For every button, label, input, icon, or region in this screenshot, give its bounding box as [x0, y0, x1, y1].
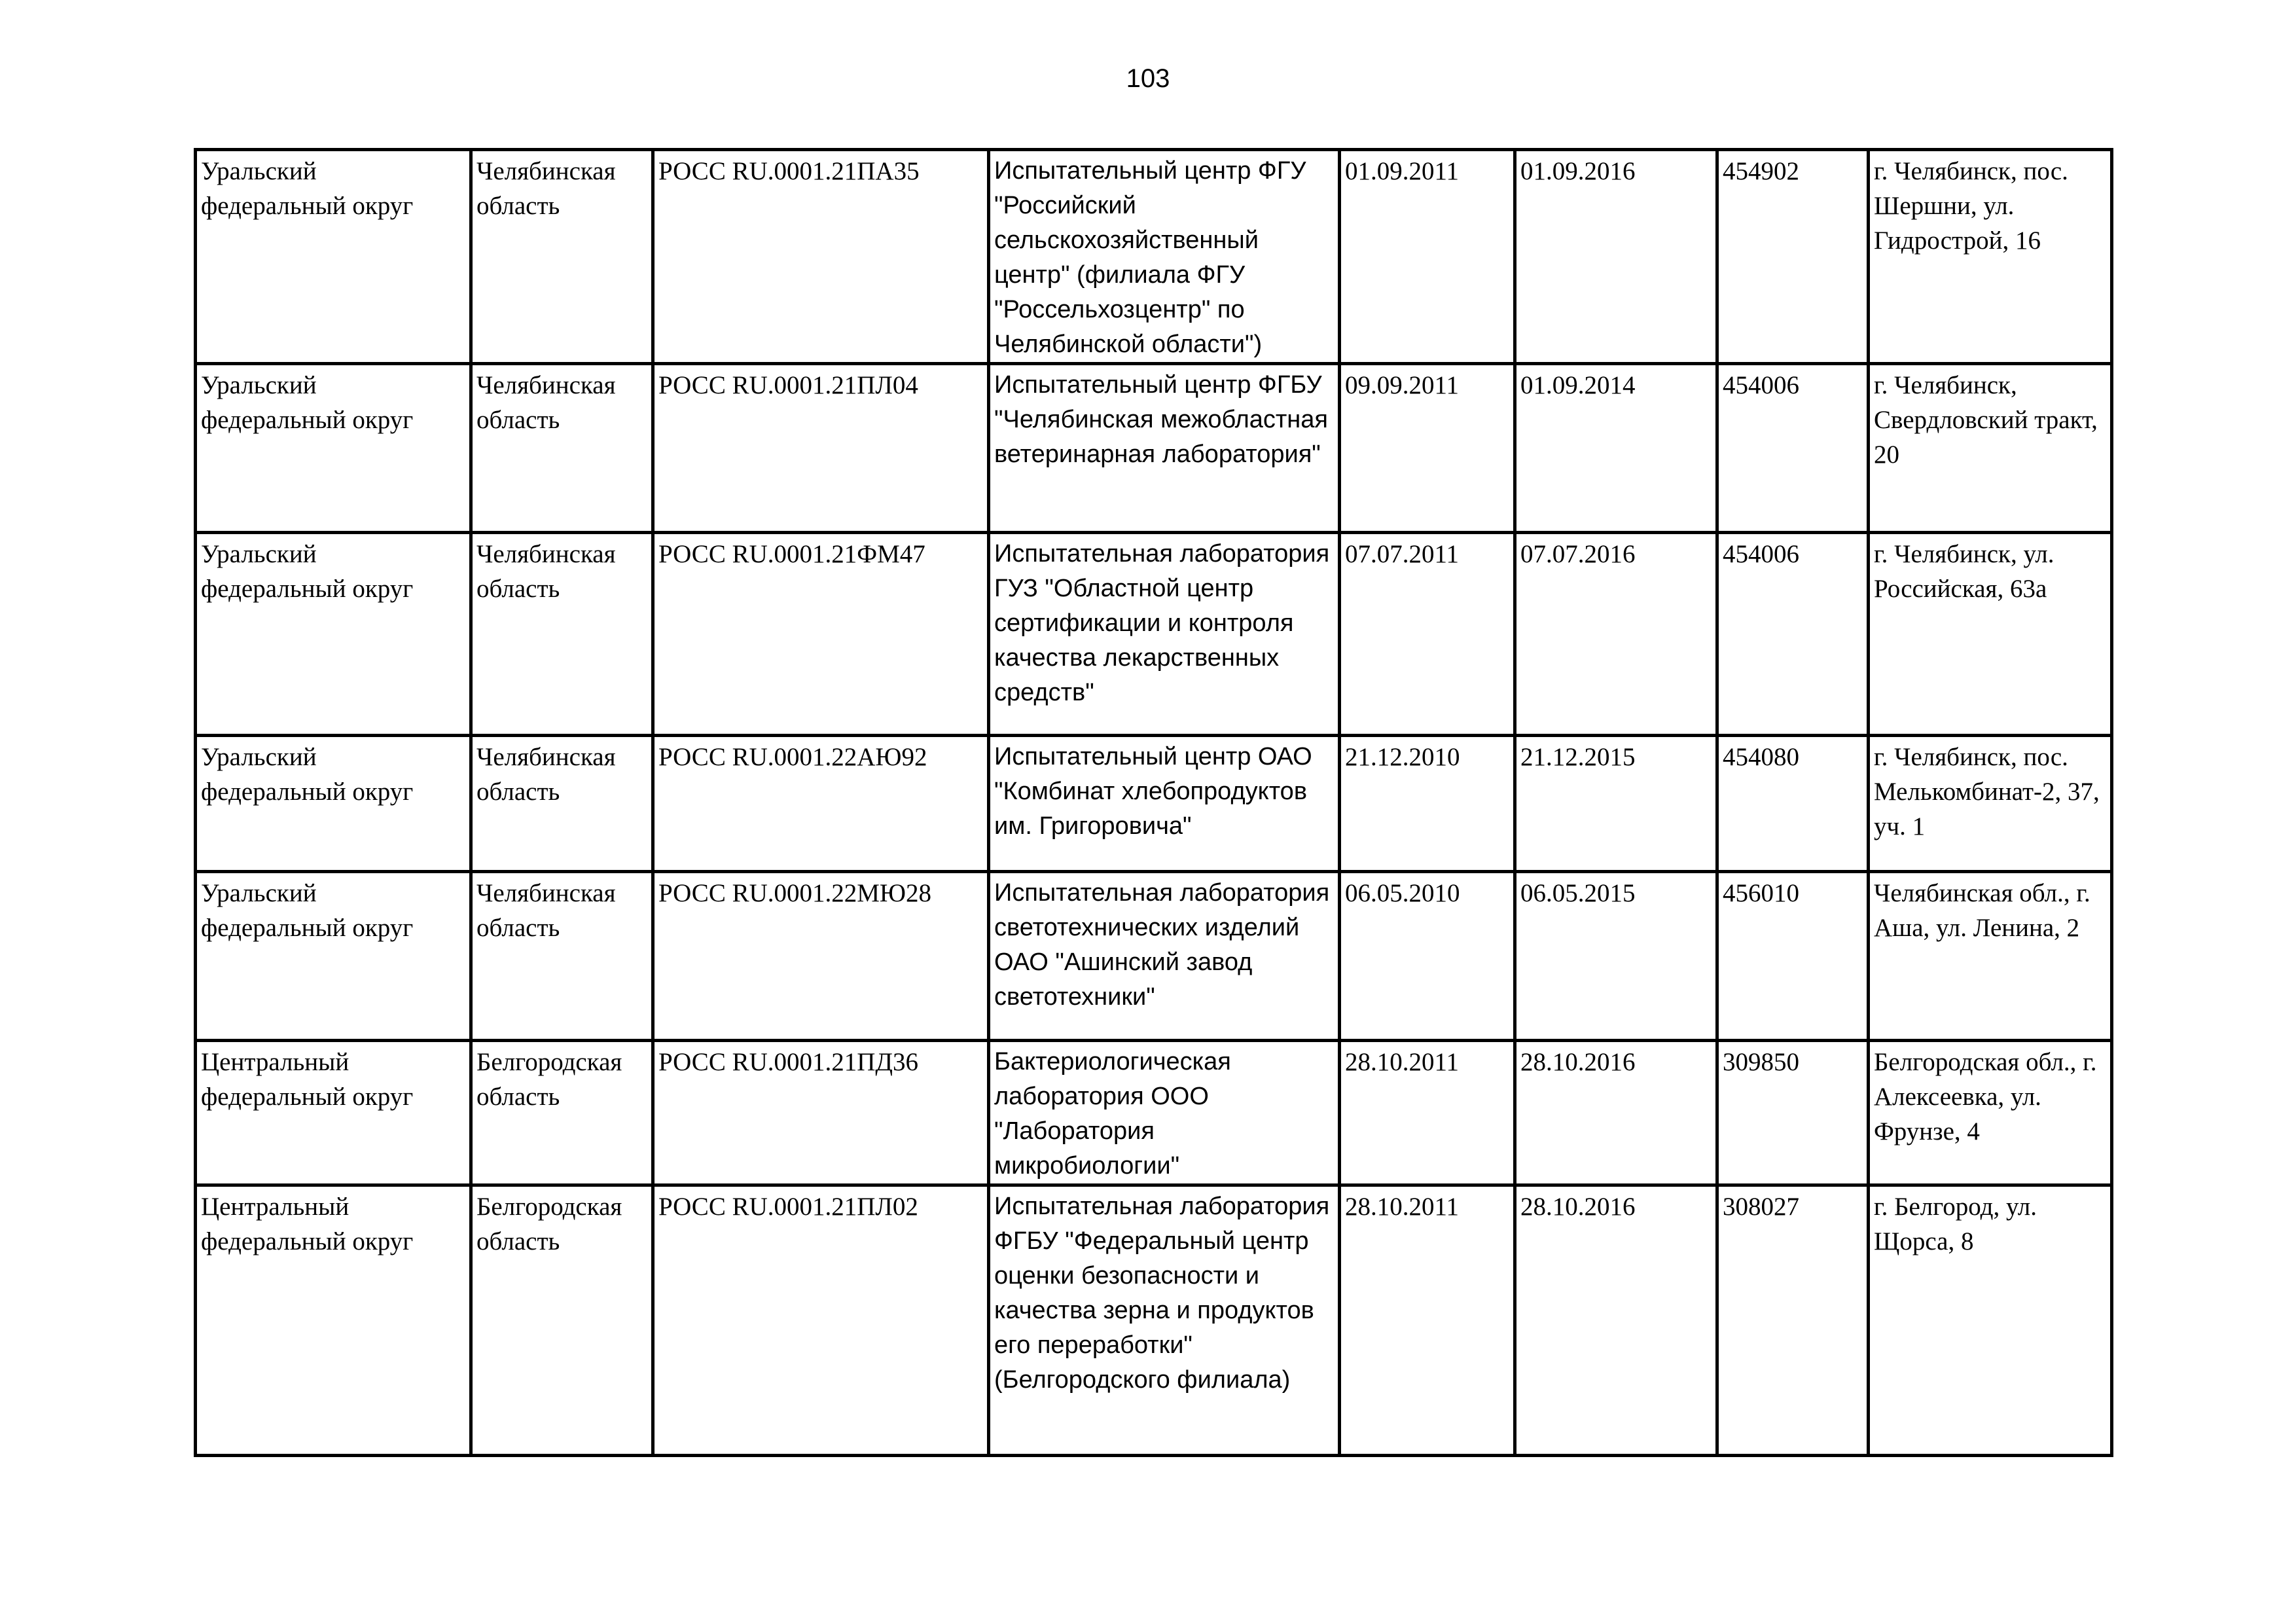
region-cell: Челябинская область — [471, 150, 653, 364]
organization-cell: Испытательный центр ФГУ "Российский сельскохозяйственный центр" (филиала ФГУ "Россельхозцентр" по Челябинской области") — [989, 150, 1340, 364]
date-to-cell: 07.07.2016 — [1515, 533, 1717, 736]
registration-number-cell: РОСС RU.0001.21ПЛ02 — [653, 1185, 989, 1456]
registration-number-cell: РОСС RU.0001.21ПЛ04 — [653, 364, 989, 533]
region-cell: Челябинская область — [471, 736, 653, 872]
date-to-cell: 21.12.2015 — [1515, 736, 1717, 872]
registration-number-cell: РОСС RU.0001.21ПД36 — [653, 1041, 989, 1185]
district-cell: Уральский федеральный округ — [196, 364, 471, 533]
organization-cell: Испытательный центр ОАО "Комбинат хлебопродуктов им. Григоровича" — [989, 736, 1340, 872]
address-cell: Белгородская обл., г. Алексеевка, ул. Фрунзе, 4 — [1869, 1041, 2112, 1185]
postcode-cell: 454006 — [1717, 364, 1869, 533]
organization-cell: Бактериологическая лаборатория ООО "Лаборатория микробиологии" — [989, 1041, 1340, 1185]
table-row — [196, 1185, 2112, 1456]
registration-number-cell: РОСС RU.0001.22АЮ92 — [653, 736, 989, 872]
laboratory-registry-table — [194, 148, 2113, 1457]
organization-cell: Испытательная лаборатория ФГБУ "Федеральный центр оценки безопасности и качества зерна и продуктов его переработки" (Белгородского филиала) — [989, 1185, 1340, 1456]
district-cell: Уральский федеральный округ — [196, 150, 471, 364]
date-from-cell: 07.07.2011 — [1340, 533, 1515, 736]
table-row — [196, 736, 2112, 872]
organization-cell: Испытательная лаборатория ГУЗ "Областной центр сертификации и контроля качества лекарственных средств" — [989, 533, 1340, 736]
date-from-cell: 06.05.2010 — [1340, 872, 1515, 1041]
postcode-cell: 308027 — [1717, 1185, 1869, 1456]
organization-cell: Испытательный центр ФГБУ "Челябинская межобластная ветеринарная лаборатория" — [989, 364, 1340, 533]
region-cell: Челябинская область — [471, 872, 653, 1041]
address-cell: г. Белгород, ул. Щорса, 8 — [1869, 1185, 2112, 1456]
address-cell: г. Челябинск, пос. Шершни, ул. Гидрострой, 16 — [1869, 150, 2112, 364]
registration-number-cell: РОСС RU.0001.21ПА35 — [653, 150, 989, 364]
date-to-cell: 01.09.2014 — [1515, 364, 1717, 533]
postcode-cell: 309850 — [1717, 1041, 1869, 1185]
table-row — [196, 1041, 2112, 1185]
organization-cell: Испытательная лаборатория светотехнических изделий ОАО "Ашинский завод светотехники" — [989, 872, 1340, 1041]
date-to-cell: 28.10.2016 — [1515, 1185, 1717, 1456]
postcode-cell: 454006 — [1717, 533, 1869, 736]
district-cell: Уральский федеральный округ — [196, 872, 471, 1041]
registration-number-cell: РОСС RU.0001.22МЮ28 — [653, 872, 989, 1041]
district-cell: Уральский федеральный округ — [196, 736, 471, 872]
district-cell: Центральный федеральный округ — [196, 1185, 471, 1456]
postcode-cell: 454902 — [1717, 150, 1869, 364]
table-row — [196, 872, 2112, 1041]
postcode-cell: 454080 — [1717, 736, 1869, 872]
table-row — [196, 533, 2112, 736]
table-row — [196, 150, 2112, 364]
district-cell: Уральский федеральный округ — [196, 533, 471, 736]
postcode-cell: 456010 — [1717, 872, 1869, 1041]
table-row — [196, 364, 2112, 533]
date-from-cell: 01.09.2011 — [1340, 150, 1515, 364]
date-to-cell: 01.09.2016 — [1515, 150, 1717, 364]
region-cell: Белгородская область — [471, 1041, 653, 1185]
region-cell: Челябинская область — [471, 533, 653, 736]
region-cell: Челябинская область — [471, 364, 653, 533]
date-from-cell: 28.10.2011 — [1340, 1185, 1515, 1456]
district-cell: Центральный федеральный округ — [196, 1041, 471, 1185]
date-from-cell: 28.10.2011 — [1340, 1041, 1515, 1185]
date-to-cell: 28.10.2016 — [1515, 1041, 1717, 1185]
region-cell: Белгородская область — [471, 1185, 653, 1456]
address-cell: г. Челябинск, ул. Российская, 63а — [1869, 533, 2112, 736]
address-cell: г. Челябинск, Свердловский тракт, 20 — [1869, 364, 2112, 533]
date-from-cell: 09.09.2011 — [1340, 364, 1515, 533]
address-cell: г. Челябинск, пос. Мелькомбинат-2, 37, уч. 1 — [1869, 736, 2112, 872]
date-from-cell: 21.12.2010 — [1340, 736, 1515, 872]
address-cell: Челябинская обл., г. Аша, ул. Ленина, 2 — [1869, 872, 2112, 1041]
registration-number-cell: РОСС RU.0001.21ФМ47 — [653, 533, 989, 736]
page-number: 103 — [1126, 64, 1170, 93]
date-to-cell: 06.05.2015 — [1515, 872, 1717, 1041]
